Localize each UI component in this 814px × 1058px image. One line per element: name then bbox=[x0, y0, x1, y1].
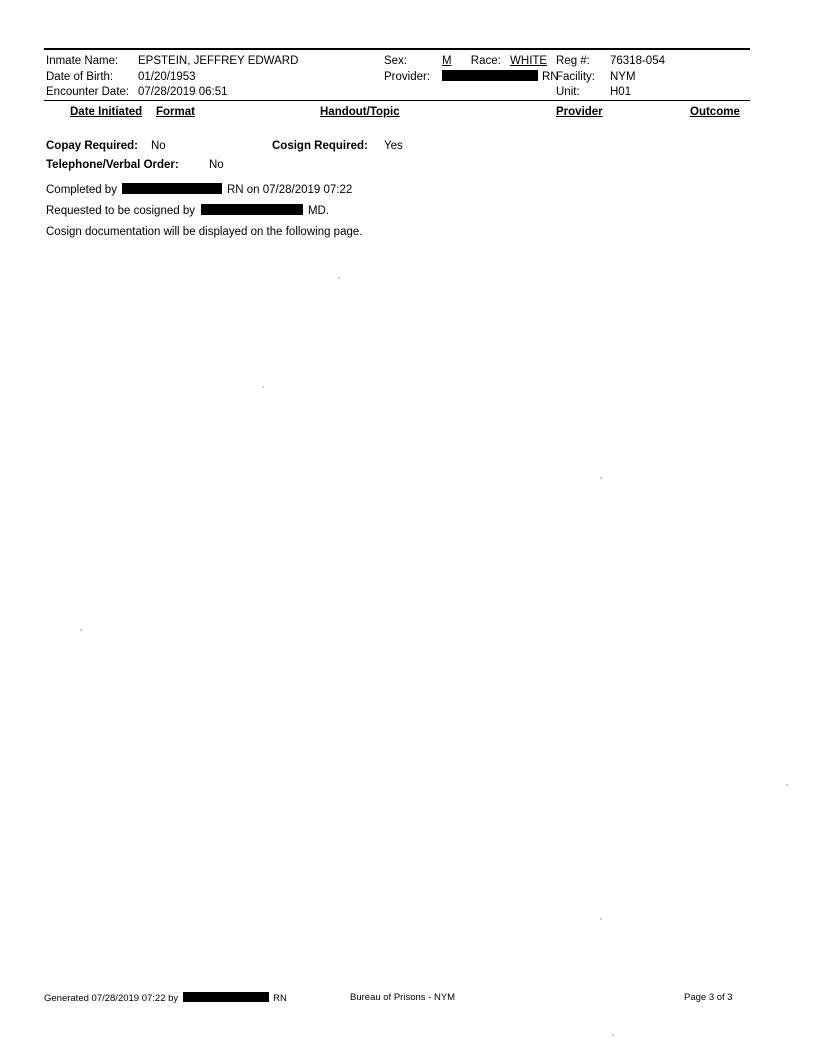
column-header-date-initiated: Date Initiated bbox=[70, 106, 143, 118]
date-of-birth-value: 01/20/1953 bbox=[138, 70, 196, 83]
footer-generated bbox=[44, 992, 287, 1004]
race-value: WHITE bbox=[510, 55, 548, 67]
completed-by-label: Completed by bbox=[46, 184, 117, 196]
patient-header bbox=[44, 50, 750, 100]
header-column-left bbox=[46, 54, 376, 101]
telephone-verbal-order-value: No bbox=[209, 159, 224, 171]
column-header-handout-topic: Handout/Topic bbox=[320, 106, 400, 118]
scan-speck bbox=[80, 629, 82, 631]
facility-value: NYM bbox=[610, 70, 636, 83]
inmate-name-row bbox=[46, 54, 376, 70]
column-header-format: Format bbox=[156, 106, 195, 118]
scan-speck bbox=[786, 784, 788, 786]
reg-number-row bbox=[556, 54, 756, 70]
provider-label: Provider: bbox=[384, 70, 431, 83]
sex-value: M bbox=[442, 55, 452, 67]
document-sheet bbox=[44, 48, 750, 245]
reg-number-label: Reg #: bbox=[556, 55, 590, 67]
facility-row bbox=[556, 70, 756, 86]
cosign-note-text: Cosign documentation will be displayed on the following page. bbox=[46, 226, 363, 238]
copay-required-label: Copay Required: bbox=[46, 140, 139, 152]
provider-row bbox=[384, 70, 584, 86]
document-body bbox=[44, 138, 750, 245]
date-of-birth-row bbox=[46, 70, 376, 86]
encounter-date-label: Encounter Date: bbox=[46, 86, 130, 98]
copay-required-value: No bbox=[151, 140, 166, 152]
inmate-name-label: Inmate Name: bbox=[46, 55, 119, 67]
encounter-date-row bbox=[46, 85, 376, 101]
completed-by-detail: RN on 07/28/2019 07:22 bbox=[226, 184, 353, 196]
date-of-birth-label: Date of Birth: bbox=[46, 70, 114, 83]
requested-cosign-row bbox=[46, 203, 752, 224]
footer-organization: Bureau of Prisons - NYM bbox=[350, 992, 456, 1003]
facility-label: Facility: bbox=[556, 70, 595, 83]
column-header-provider: Provider bbox=[556, 106, 603, 118]
race-label: Race: bbox=[470, 55, 501, 67]
footer-page-number: Page 3 of 3 bbox=[684, 992, 733, 1003]
scan-speck bbox=[338, 277, 340, 279]
scan-speck bbox=[262, 386, 264, 388]
footer-generated-redaction bbox=[183, 992, 269, 1002]
copay-cosign-row bbox=[44, 138, 750, 157]
footer-generated-credential: RN bbox=[273, 993, 287, 1004]
cosign-note-row bbox=[46, 224, 752, 245]
sex-label: Sex: bbox=[384, 55, 408, 67]
completed-by-redaction bbox=[122, 183, 222, 194]
footer-generated-label: Generated 07/28/2019 07:22 by bbox=[44, 993, 179, 1004]
telephone-verbal-order-row bbox=[44, 157, 750, 176]
scan-speck bbox=[600, 477, 602, 479]
header-column-middle bbox=[384, 54, 584, 85]
unit-value: H01 bbox=[610, 86, 632, 98]
requested-cosign-redaction bbox=[201, 204, 303, 215]
cosign-required-label: Cosign Required: bbox=[272, 140, 368, 152]
unit-row bbox=[556, 85, 756, 101]
requested-cosign-credential: MD. bbox=[307, 205, 330, 217]
provider-credential: RN bbox=[542, 70, 559, 83]
requested-cosign-label: Requested to be cosigned by bbox=[46, 205, 195, 217]
scan-speck bbox=[600, 918, 602, 920]
inmate-name-value: EPSTEIN, JEFFREY EDWARD bbox=[138, 55, 299, 67]
provider-redaction bbox=[442, 70, 538, 81]
header-column-right bbox=[556, 54, 756, 101]
scan-speck bbox=[612, 1034, 614, 1036]
unit-label: Unit: bbox=[556, 86, 580, 98]
column-header-outcome: Outcome bbox=[690, 106, 740, 118]
table-column-headers bbox=[44, 101, 750, 128]
cosign-required-value: Yes bbox=[384, 140, 403, 152]
encounter-date-value: 07/28/2019 06:51 bbox=[138, 86, 228, 98]
reg-number-value: 76318-054 bbox=[610, 55, 665, 67]
completed-by-row bbox=[46, 182, 752, 203]
telephone-verbal-order-label: Telephone/Verbal Order: bbox=[46, 159, 179, 171]
sex-race-row bbox=[384, 54, 584, 70]
